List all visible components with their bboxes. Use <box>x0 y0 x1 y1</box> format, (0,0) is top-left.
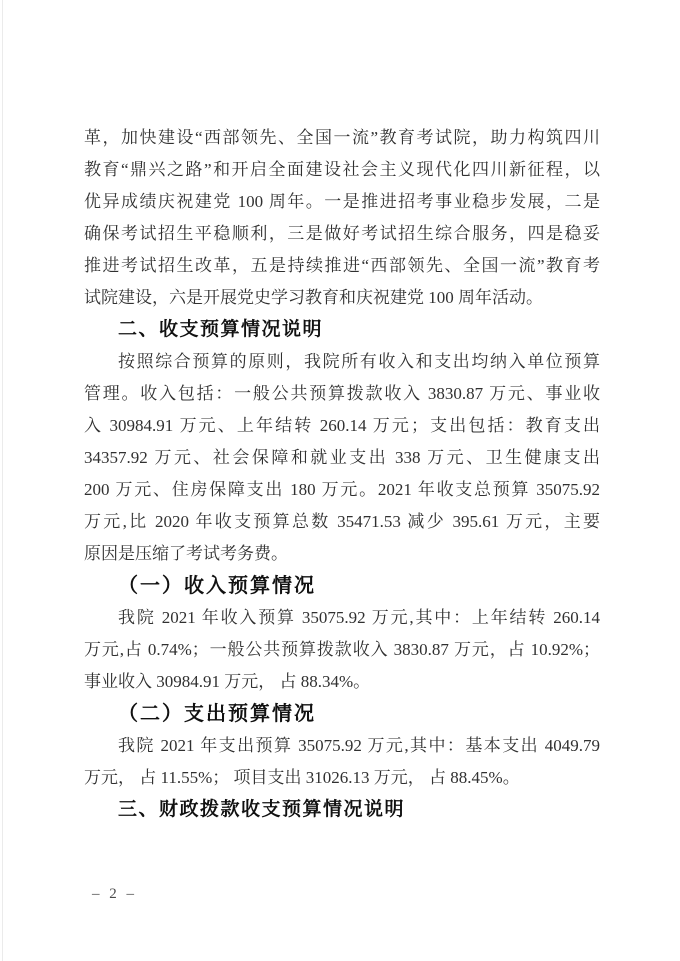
text-line: 试院建设，六是开展党史学习教育和庆祝建党 100 周年活动。 <box>84 288 543 307</box>
text-line: 事业收入 30984.91 万元， 占 88.34%。 <box>84 672 371 691</box>
text-line: 万元,占 0.74%；一般公共预算拨款收入 3830.87 万元，占 10.92%； <box>84 640 600 659</box>
text-line: 34357.92 万元、社会保障和就业支出 338 万元、卫生健康支出 <box>84 448 600 467</box>
text-line: 万元， 占 11.55%； 项目支出 31026.13 万元， 占 88.45%。 <box>84 768 520 787</box>
text-line: 200 万元、住房保障支出 180 万元。2021 年收支总预算 35075.92 <box>84 480 600 499</box>
section-heading: （二）支出预算情况 <box>118 703 316 725</box>
section-heading: 二、收支预算情况说明 <box>118 319 324 340</box>
paragraph <box>84 730 600 794</box>
text-line: 入 30984.91 万元、上年结转 260.14 万元；支出包括：教育支出 <box>84 416 600 435</box>
text-line: 革，加快建设“西部领先、全国一流”教育考试院，助力构筑四川 <box>84 128 600 147</box>
text-line: 万元,比 2020 年收支预算总数 35471.53 减少 395.61 万元，主要 <box>84 512 600 531</box>
paragraph <box>84 122 600 314</box>
text-line: 管理。收入包括：一般公共预算拨款收入 3830.87 万元、事业收 <box>84 384 600 403</box>
paragraph <box>84 602 600 698</box>
text-line: 原因是压缩了考试考务费。 <box>84 544 288 563</box>
text-line: 推进考试招生改革，五是持续推进“西部领先、全国一流”教育考 <box>84 256 600 275</box>
text-line: 我院 2021 年支出预算 35075.92 万元,其中：基本支出 4049.79 <box>118 736 600 755</box>
text-line: 我院 2021 年收入预算 35075.92 万元,其中：上年结转 260.14 <box>118 608 600 627</box>
text-line: 确保考试招生平稳顺利，三是做好考试招生综合服务，四是稳妥 <box>84 224 600 243</box>
page-edge-line <box>2 0 3 961</box>
page-number: – 2 – <box>92 886 137 902</box>
text-line: 按照综合预算的原则，我院所有收入和支出均纳入单位预算 <box>118 352 600 371</box>
text-line: 优异成绩庆祝建党 100 周年。一是推进招考事业稳步发展，二是 <box>84 192 600 211</box>
paragraph <box>84 346 600 570</box>
section-heading: 三、财政拨款收支预算情况说明 <box>118 799 406 820</box>
page-content <box>84 122 600 826</box>
text-line: 教育“鼎兴之路”和开启全面建设社会主义现代化四川新征程，以 <box>84 160 600 179</box>
section-heading: （一）收入预算情况 <box>118 575 316 597</box>
